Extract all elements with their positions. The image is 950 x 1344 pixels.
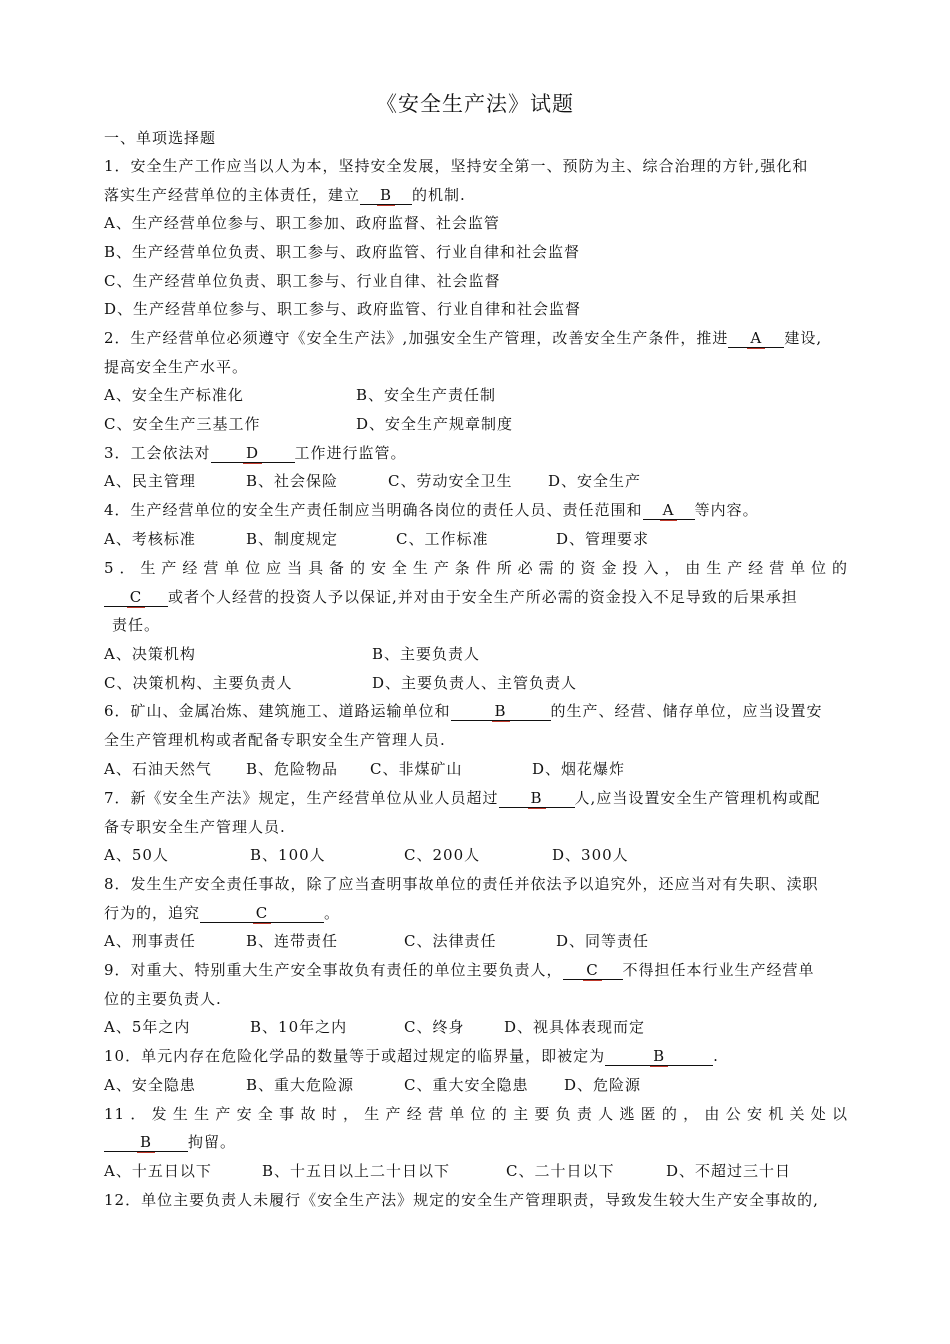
answer: C bbox=[129, 588, 143, 606]
page-title: 《安全生产法》试题 bbox=[376, 92, 574, 116]
answer: B bbox=[139, 1133, 153, 1151]
question-text: 3．工会依法对 bbox=[104, 444, 211, 462]
question-8-line-1: 8．发生生产安全责任事故，除了应当查明事故单位的责任并依法予以追究外，还应当对有失职、渎职 bbox=[104, 875, 819, 893]
answer-blank bbox=[104, 589, 168, 607]
question-11-line-1: 11．发生生产安全事故时，生产经营单位的主要负责人逃匿的，由公安机关处以 bbox=[104, 1105, 848, 1123]
option-c: C、重大安全隐患 bbox=[404, 1076, 529, 1094]
option-a: A、安全隐患 bbox=[104, 1076, 196, 1094]
option-d: D、管理要求 bbox=[556, 530, 650, 548]
question-7-line-2: 备专职安全生产管理人员. bbox=[104, 818, 286, 836]
question-10-line-1 bbox=[104, 1046, 848, 1066]
option-b: B、制度规定 bbox=[246, 530, 339, 548]
answer-blank bbox=[605, 1048, 713, 1066]
option-c: C、终身 bbox=[404, 1018, 465, 1036]
option-a: A、民主管理 bbox=[104, 472, 196, 490]
option-d: D、生产经营单位参与、职工参与、政府监管、行业自律和社会监督 bbox=[104, 300, 582, 318]
answer: C bbox=[586, 961, 599, 979]
option-b: B、社会保险 bbox=[246, 472, 339, 490]
option-d: D、危险源 bbox=[564, 1076, 642, 1094]
option-d: D、安全生产规章制度 bbox=[356, 415, 514, 433]
option-c: C、二十日以下 bbox=[506, 1162, 615, 1180]
option-d: D、安全生产 bbox=[548, 472, 642, 490]
answer: B bbox=[380, 186, 393, 204]
question-9-line-1 bbox=[104, 960, 848, 980]
option-a: A、决策机构 bbox=[104, 645, 196, 663]
option-c: C、200人 bbox=[404, 846, 481, 864]
option-d: D、不超过三十日 bbox=[666, 1162, 792, 1180]
answer-blank bbox=[200, 905, 324, 923]
answer: B bbox=[653, 1047, 666, 1065]
answer-blank bbox=[451, 703, 551, 721]
answer: C bbox=[255, 904, 269, 922]
question-5-line-2 bbox=[104, 587, 848, 607]
question-text: 人,应当设置安全生产管理机构或配 bbox=[574, 789, 821, 807]
question-5-line-1: 5．生产经营单位应当具备的安全生产条件所必需的资金投入，由生产经营单位的 bbox=[104, 559, 848, 577]
question-text: 9．对重大、特别重大生产安全事故负有责任的单位主要负责人， bbox=[104, 961, 563, 979]
question-text: 不得担任本行业生产经营单 bbox=[622, 961, 815, 979]
question-12-line-1: 12．单位主要负责人未履行《安全生产法》规定的安全生产管理职责，导致发生较大生产安全事故的, bbox=[104, 1191, 819, 1209]
question-3-line-1 bbox=[104, 443, 848, 463]
question-text: 建设, bbox=[784, 329, 823, 347]
option-a: A、安全生产标准化 bbox=[104, 386, 244, 404]
question-text: 的机制. bbox=[412, 186, 466, 204]
option-b: B、100人 bbox=[250, 846, 326, 864]
question-2-line-1 bbox=[104, 328, 848, 348]
option-d: D、烟花爆炸 bbox=[532, 760, 626, 778]
option-b: B、主要负责人 bbox=[372, 645, 481, 663]
option-c: C、法律责任 bbox=[404, 932, 497, 950]
question-5-line-3: 责任。 bbox=[112, 616, 161, 634]
question-text: 等内容。 bbox=[694, 501, 759, 519]
question-text: 的生产、经营、储存单位，应当设置安 bbox=[550, 702, 823, 720]
question-text: 7．新《安全生产法》规定，生产经营单位从业人员超过 bbox=[104, 789, 499, 807]
question-1-line-2 bbox=[104, 185, 848, 205]
answer: B bbox=[494, 702, 507, 720]
option-b: B、10年之内 bbox=[250, 1018, 348, 1036]
question-text: 2．生产经营单位必须遵守《安全生产法》,加强安全生产管理，改善安全生产条件，推进 bbox=[104, 329, 729, 347]
question-1-line-1: 1．安全生产工作应当以人为本，坚持安全发展，坚持安全第一、预防为主、综合治理的方针,强化和 bbox=[104, 157, 809, 175]
question-8-line-2 bbox=[104, 903, 848, 923]
answer-blank bbox=[499, 790, 575, 808]
option-d: D、同等责任 bbox=[556, 932, 650, 950]
option-a: A、生产经营单位参与、职工参加、政府监督、社会监管 bbox=[104, 214, 500, 232]
question-text: 6．矿山、金属冶炼、建筑施工、道路运输单位和 bbox=[104, 702, 451, 720]
option-c: C、非煤矿山 bbox=[370, 760, 463, 778]
section-heading: 一、单项选择题 bbox=[104, 129, 217, 147]
option-c: C、安全生产三基工作 bbox=[104, 415, 261, 433]
question-6-line-2: 全生产管理机构或者配备专职安全生产管理人员. bbox=[104, 731, 446, 749]
question-text: 行为的，追究 bbox=[104, 904, 201, 922]
option-a: A、5年之内 bbox=[104, 1018, 191, 1036]
option-b: B、十五日以上二十日以下 bbox=[262, 1162, 451, 1180]
option-b: B、安全生产责任制 bbox=[356, 386, 497, 404]
option-b: B、生产经营单位负责、职工参与、政府监管、行业自律和社会监督 bbox=[104, 243, 581, 261]
option-d: D、视具体表现而定 bbox=[504, 1018, 646, 1036]
option-c: C、工作标准 bbox=[396, 530, 489, 548]
question-text: 拘留。 bbox=[188, 1133, 237, 1151]
answer-blank bbox=[563, 962, 623, 980]
answer: B bbox=[530, 789, 543, 807]
option-b: B、危险物品 bbox=[246, 760, 339, 778]
question-2-line-2: 提高安全生产水平。 bbox=[104, 358, 249, 376]
question-7-line-1 bbox=[104, 788, 848, 808]
option-a: A、刑事责任 bbox=[104, 932, 196, 950]
question-text: 落实生产经营单位的主体责任，建立 bbox=[104, 186, 361, 204]
option-c: C、生产经营单位负责、职工参与、行业自律、社会监督 bbox=[104, 272, 501, 290]
option-b: B、连带责任 bbox=[246, 932, 339, 950]
answer-blank bbox=[360, 187, 412, 205]
option-c: C、劳动安全卫生 bbox=[388, 472, 513, 490]
answer: D bbox=[246, 444, 260, 462]
answer: A bbox=[750, 329, 763, 347]
answer: A bbox=[662, 501, 675, 519]
answer-blank bbox=[211, 445, 295, 463]
question-text: 或者个人经营的投资人予以保证,并对由于安全生产所必需的资金投入不足导致的后果承担 bbox=[168, 588, 798, 606]
question-9-line-2: 位的主要负责人. bbox=[104, 990, 222, 1008]
question-text: 10．单元内存在危险化学品的数量等于或超过规定的临界量，即被定为 bbox=[104, 1047, 606, 1065]
option-d: D、300人 bbox=[552, 846, 629, 864]
option-a: A、考核标准 bbox=[104, 530, 196, 548]
answer-blank bbox=[728, 330, 784, 348]
option-a: A、50人 bbox=[104, 846, 169, 864]
question-text: 工作进行监管。 bbox=[294, 444, 407, 462]
option-b: B、重大危险源 bbox=[246, 1076, 355, 1094]
answer-blank bbox=[104, 1134, 188, 1152]
question-4-line-1 bbox=[104, 500, 848, 520]
question-text: 4．生产经营单位的安全生产责任制应当明确各岗位的责任人员、责任范围和 bbox=[104, 501, 643, 519]
option-d: D、主要负责人、主管负责人 bbox=[372, 674, 578, 692]
option-a: A、十五日以下 bbox=[104, 1162, 212, 1180]
answer-blank bbox=[643, 502, 695, 520]
option-c: C、决策机构、主要负责人 bbox=[104, 674, 293, 692]
option-a: A、石油天然气 bbox=[104, 760, 212, 778]
question-text: 。 bbox=[324, 904, 341, 922]
question-text: . bbox=[713, 1047, 719, 1065]
question-11-line-2 bbox=[104, 1132, 848, 1152]
question-6-line-1 bbox=[104, 701, 848, 721]
